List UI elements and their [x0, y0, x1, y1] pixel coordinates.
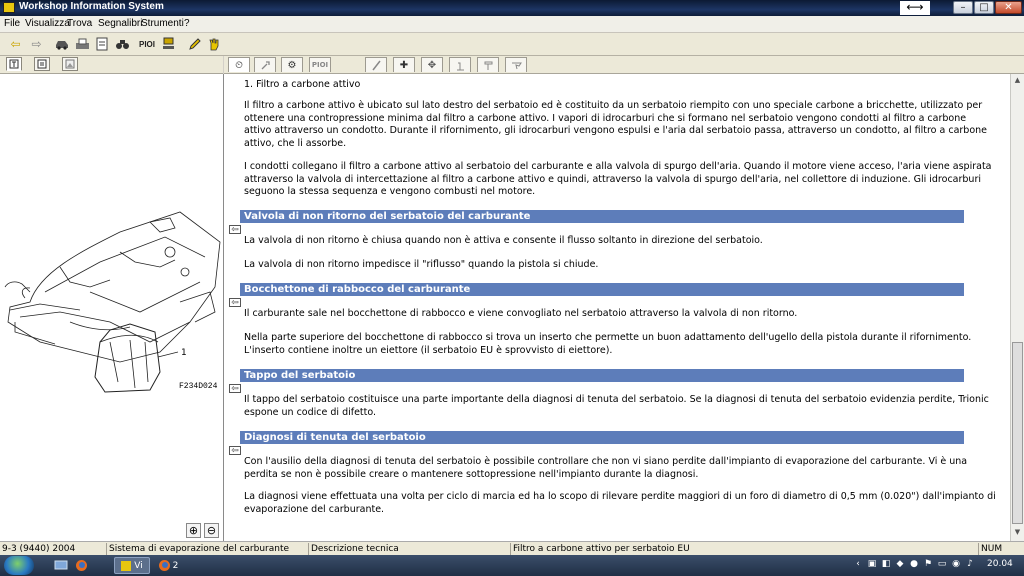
cap-paragraph-1: Il tappo del serbatoio costituisce una parte importante della diagnosi di tenuta del serbatoio. Se la diagnosi di tenuta del serbatoio evidenzia perdite, Trionic espone un codice di difetto.: [244, 394, 989, 418]
forward-icon[interactable]: ⇨: [31, 37, 42, 51]
menu-help[interactable]: ?: [184, 18, 190, 29]
document-icon[interactable]: [94, 36, 111, 52]
tab-bracket[interactable]: [505, 57, 527, 72]
status-bar: [0, 541, 1024, 556]
filler-paragraph-1: Il carburante sale nel bocchettone di rabbocco e viene convogliato nel serbatoio attraverso la valvola di non ritorno.: [244, 308, 798, 319]
close-button[interactable]: ✕: [995, 1, 1022, 14]
maximize-button[interactable]: □: [974, 1, 994, 14]
zoom-in-button[interactable]: ⊕: [186, 523, 201, 538]
valve-paragraph-2: La valvola di non ritorno impedisce il "riflusso" quando la pistola si chiude.: [244, 259, 599, 270]
document-tabs: [224, 56, 1024, 74]
binoculars-icon[interactable]: [114, 36, 131, 52]
firefox-icon: [158, 559, 171, 572]
tray-app-icon[interactable]: ●: [910, 559, 918, 569]
scroll-down-arrow-icon[interactable]: ▼: [1014, 528, 1021, 536]
tray-network-icon[interactable]: ▣: [867, 559, 877, 569]
scroll-thumb[interactable]: [1012, 342, 1023, 524]
figure-code: F234D024: [179, 382, 218, 391]
pencil-icon[interactable]: [186, 36, 203, 52]
tray-flag-icon[interactable]: ⚑: [923, 559, 933, 569]
section-header-diagnosis: Diagnosi di tenuta del serbatoio: [240, 431, 964, 444]
intro-paragraph-2: I condotti collegano il filtro a carbone attivo al serbatoio del carburante e alla valvola di spurgo dell'aria. Quando il motore viene acceso, l'aria viene aspirata attraverso la valvola di intercettazione al filtro a carbone attivo e quindi, attraverso la valvola di spurgo dell'aria, nel collettore di induzione. Gli idrocarburi seguono la stessa sequenza e vengono combusti nel motore.: [244, 161, 992, 198]
stamp-icon[interactable]: [160, 36, 177, 52]
diagnosis-paragraph-1: Con l'ausilio della diagnosi di tenuta del serbatoio è possibile controllare che non vi siano perdite dall'impianto di evaporazione del carburante. Vi è una perdita se non è possibile creare o mantenere sottopressione nell'impianto durante la diagnosi.: [244, 456, 968, 480]
tray-monitor-icon[interactable]: ▭: [937, 559, 947, 569]
wis-app-icon: [121, 561, 131, 571]
tray-speaker-icon[interactable]: ♪: [967, 559, 973, 569]
menu-bar: [0, 16, 1024, 33]
tab-tool[interactable]: [365, 57, 387, 72]
hand-icon[interactable]: [205, 36, 222, 52]
tab-pioi[interactable]: [309, 57, 331, 72]
section-header-filler: Bocchettone di rabbocco del carburante: [240, 283, 964, 296]
menu-segnalibri[interactable]: Segnalibri: [98, 18, 143, 29]
status-model: 9-3 (9440) 2004: [2, 544, 76, 554]
menu-trova[interactable]: Trova: [67, 18, 93, 29]
vertical-scrollbar[interactable]: [1010, 74, 1024, 541]
firefox-window-count: 2: [172, 560, 179, 571]
tray-shield-icon[interactable]: ◆: [896, 559, 904, 569]
taskbar-firefox-group[interactable]: [152, 557, 184, 574]
tray-chevron-icon[interactable]: ‹: [856, 559, 860, 569]
intro-paragraph-1: Il filtro a carbone attivo è ubicato sul lato destro del serbatoio ed è costituito da un serbatoio riempito con uno speciale carbone a bricchette, utilizzato per ottenere una contropressione minima dal filtro a carbone attivo. I vapori di idrocarburi che si formano nel serbatoio vengono condotti al filtro a carbone attivo attraverso un condotto. Durante il rifornimento, gli idrocarburi vengono espulsi e l'aria dal serbatoio passa, attraverso un condotto, al filtro a carbone attivo, che li assorbe.: [244, 100, 988, 149]
status-system: Sistema di evaporazione del carburante: [106, 543, 309, 555]
tab-gears[interactable]: ⚙: [281, 57, 303, 72]
resize-cursor-icon: ⟷: [900, 1, 930, 15]
title-bar: [0, 0, 1024, 16]
print-icon[interactable]: [74, 36, 91, 52]
back-to-top-icon[interactable]: ⇦: [229, 298, 241, 307]
taskbar-wis-window[interactable]: [114, 557, 150, 574]
callout-number: 1: [181, 348, 187, 358]
pioi-button[interactable]: PIOI: [138, 39, 155, 49]
taskbar-wis-label: Vi: [134, 560, 143, 571]
back-to-top-icon[interactable]: ⇦: [229, 225, 241, 234]
document-content: [224, 74, 1010, 541]
taskbar-clock: 20.04: [987, 559, 1013, 569]
start-button[interactable]: [4, 556, 34, 575]
section-header-cap: Tappo del serbatoio: [240, 369, 964, 382]
back-to-top-icon[interactable]: ⇦: [229, 446, 241, 455]
menu-file[interactable]: File: [4, 18, 21, 29]
firefox-quicklaunch-icon[interactable]: [70, 557, 92, 574]
tab-image[interactable]: [62, 57, 78, 71]
diagnosis-paragraph-2: La diagnosi viene effettuata una volta per ciclo di marcia ed ha lo scopo di rilevare perdite maggiori di un foro di diametro di 0,5 mm (0.020") dall'impianto di evaporazione del carburante.: [244, 491, 996, 515]
filler-paragraph-2: Nella parte superiore del bocchettone di rabbocco si trova un inserto che permette un buon adattamento dell'ugello della pistola durante il rifornimento. L'inserto contiene inoltre un eiettore (il serbatoio EU è sprovvisto di eiettore).: [244, 332, 972, 356]
minimize-button[interactable]: –: [953, 1, 973, 14]
app-icon: [3, 2, 15, 13]
menu-strumenti[interactable]: Strumenti: [141, 18, 184, 29]
tab-wrench[interactable]: [254, 57, 276, 72]
taskbar: [0, 555, 1024, 576]
toolbar: [0, 33, 1024, 56]
show-desktop-icon[interactable]: [50, 557, 72, 574]
fuel-tank-illustration: [0, 192, 223, 492]
tab-cross[interactable]: ✚: [393, 57, 415, 72]
section-header-valve: Valvola di non ritorno del serbatoio del carburante: [240, 210, 964, 223]
valve-paragraph-1: La valvola di non ritorno è chiusa quando non è attiva e consente il flusso soltanto in direzione del serbatoio.: [244, 235, 763, 246]
tray-volume-icon[interactable]: ◧: [881, 559, 891, 569]
window-title: Workshop Information System: [19, 1, 164, 12]
status-numlock: NUM: [978, 543, 1024, 555]
tab-pioi-label: PIOI: [311, 61, 329, 69]
tab-text[interactable]: [34, 57, 50, 71]
car-icon[interactable]: [53, 36, 70, 52]
illustration-panel: [0, 74, 224, 541]
back-icon[interactable]: ⇦: [10, 37, 21, 51]
tab-tree[interactable]: [6, 57, 22, 71]
tray-update-icon[interactable]: ◉: [952, 559, 960, 569]
tab-move[interactable]: ✥: [421, 57, 443, 72]
zoom-out-button[interactable]: ⊖: [204, 523, 219, 538]
tab-press[interactable]: [477, 57, 499, 72]
intro-heading: 1. Filtro a carbone attivo: [244, 79, 361, 90]
menu-visualizza[interactable]: Visualizza: [25, 18, 70, 29]
status-doctype: Descrizione tecnica: [308, 543, 511, 555]
back-to-top-icon[interactable]: ⇦: [229, 384, 241, 393]
tab-lift[interactable]: [449, 57, 471, 72]
scroll-up-arrow-icon[interactable]: ▲: [1014, 76, 1021, 84]
left-panel-tabs: [0, 56, 223, 74]
status-document-title: Filtro a carbone attivo per serbatoio EU: [510, 543, 979, 555]
tab-clock[interactable]: ⏲: [228, 57, 250, 72]
